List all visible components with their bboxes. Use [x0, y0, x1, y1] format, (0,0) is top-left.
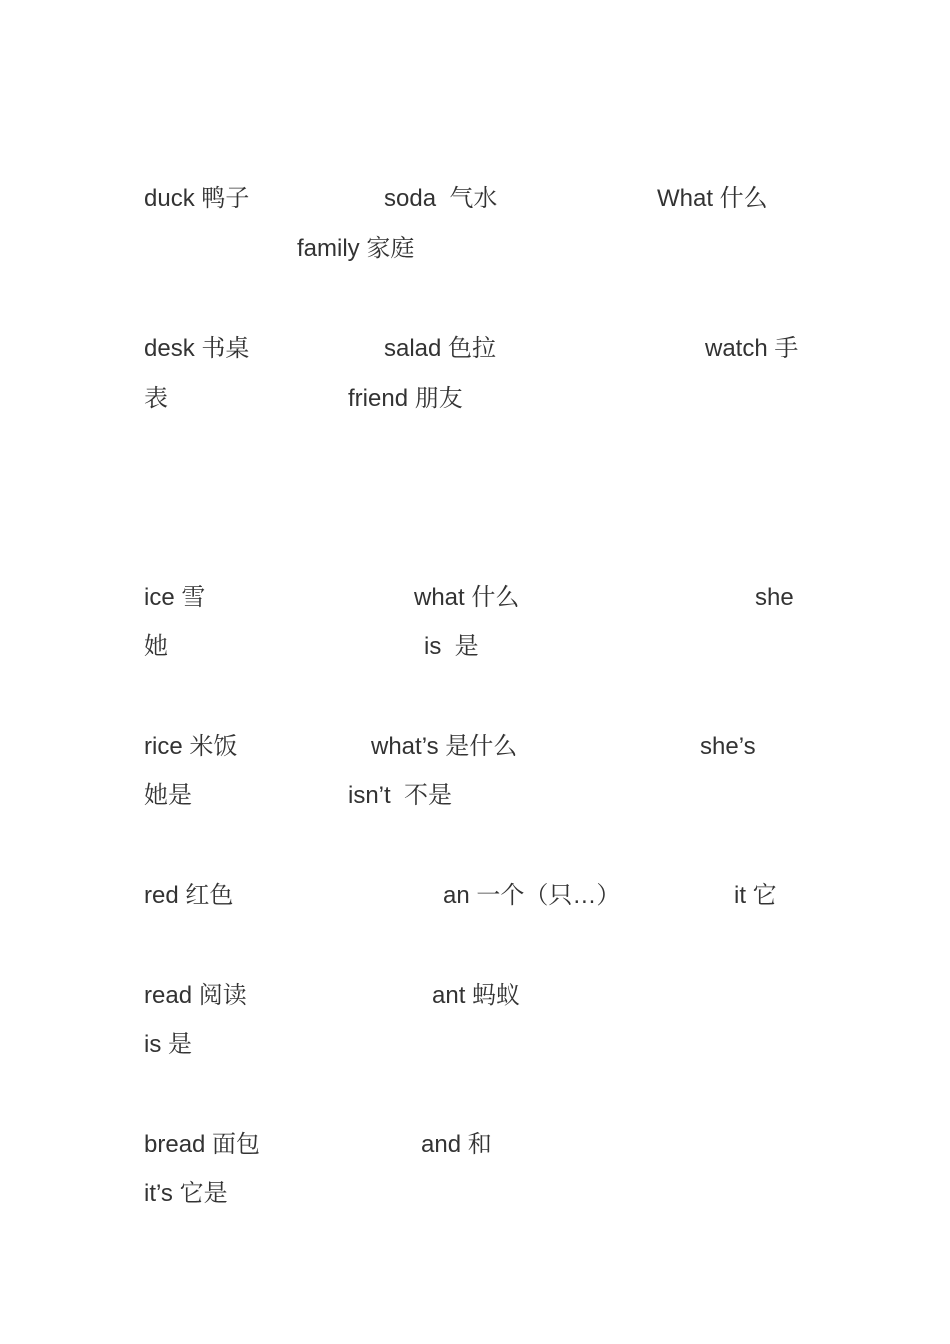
word-isnt: isn’t 不是 [348, 782, 453, 809]
word-family: family 家庭 [297, 235, 415, 262]
word-red: red 红色 [144, 882, 234, 909]
word-ant: ant 蚂蚁 [432, 982, 521, 1009]
word-shes: she’s [700, 733, 756, 760]
word-salad: salad 色拉 [384, 335, 497, 362]
word-bread: bread 面包 [144, 1131, 261, 1158]
word-ice: ice 雪 [144, 584, 206, 611]
word-shes-cont: 她是 [144, 782, 192, 809]
word-duck: duck 鸭子 [144, 185, 250, 212]
word-watch-cont: 表 [144, 385, 168, 412]
word-what: what 什么 [414, 584, 520, 611]
word-watch: watch 手 [705, 335, 799, 362]
word-and: and 和 [421, 1131, 492, 1158]
word-it: it 它 [734, 882, 777, 909]
word-rice: rice 米饭 [144, 733, 238, 760]
word-she-cont: 她 [144, 633, 168, 660]
word-whats: what’s 是什么 [371, 733, 518, 760]
word-what-capital: What 什么 [657, 185, 768, 212]
word-an: an 一个（只…） [443, 882, 621, 909]
word-she: she [755, 584, 794, 611]
word-friend: friend 朋友 [348, 385, 463, 412]
word-is-2: is 是 [144, 1031, 192, 1058]
word-soda: soda 气水 [384, 185, 498, 212]
word-read: read 阅读 [144, 982, 247, 1009]
word-desk: desk 书桌 [144, 335, 250, 362]
word-is: is 是 [424, 633, 479, 660]
word-its: it’s 它是 [144, 1180, 228, 1207]
